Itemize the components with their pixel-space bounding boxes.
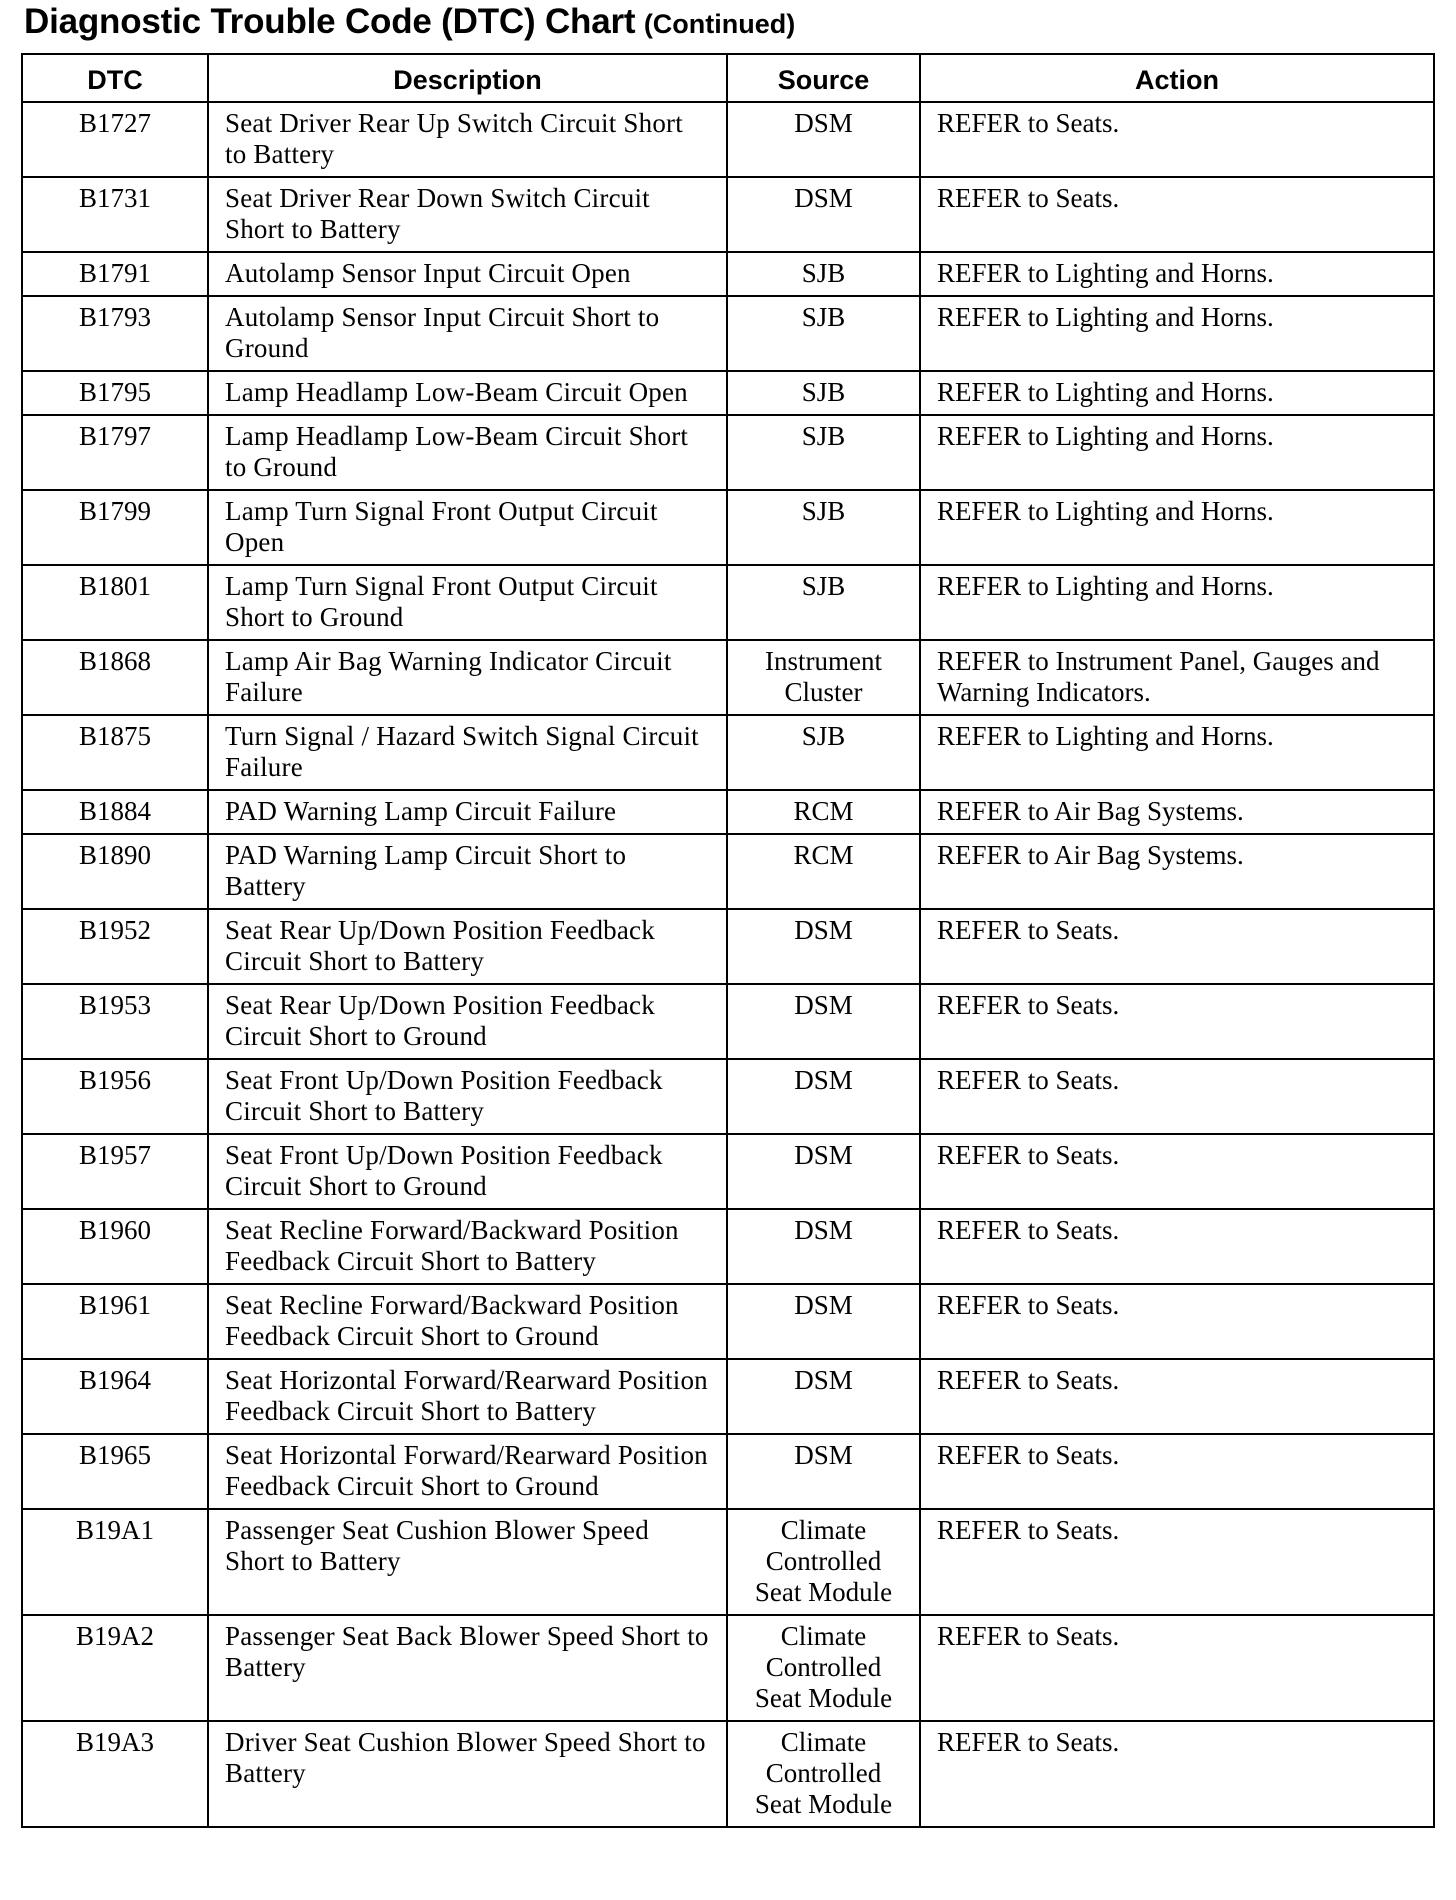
table-row	[22, 565, 1434, 640]
dtc-code-cell: B1875	[22, 715, 208, 790]
dtc-table	[21, 53, 1435, 1828]
dtc-code-cell: B1952	[22, 909, 208, 984]
source-cell: DSM	[727, 1359, 920, 1434]
dtc-table-body	[22, 102, 1434, 1827]
source-cell: SJB	[727, 490, 920, 565]
column-header-source: Source	[727, 54, 920, 102]
source-cell: SJB	[727, 565, 920, 640]
action-cell: REFER to Air Bag Systems.	[920, 790, 1434, 834]
dtc-code-cell: B1953	[22, 984, 208, 1059]
table-row	[22, 177, 1434, 252]
dtc-code-cell: B1965	[22, 1434, 208, 1509]
chart-title: Diagnostic Trouble Code (DTC) Chart	[24, 2, 636, 41]
description-cell: Autolamp Sensor Input Circuit Open	[208, 252, 727, 296]
dtc-code-cell: B1868	[22, 640, 208, 715]
table-row	[22, 415, 1434, 490]
column-header-dtc: DTC	[22, 54, 208, 102]
action-cell: REFER to Seats.	[920, 1509, 1434, 1615]
source-cell: SJB	[727, 371, 920, 415]
source-cell: Climate Controlled Seat Module	[727, 1509, 920, 1615]
action-cell: REFER to Lighting and Horns.	[920, 252, 1434, 296]
table-row	[22, 296, 1434, 371]
description-cell: Driver Seat Cushion Blower Speed Short to Battery	[208, 1721, 727, 1827]
dtc-code-cell: B1960	[22, 1209, 208, 1284]
action-cell: REFER to Instrument Panel, Gauges and Warning Indicators.	[920, 640, 1434, 715]
source-cell: DSM	[727, 1059, 920, 1134]
action-cell: REFER to Lighting and Horns.	[920, 490, 1434, 565]
description-cell: Lamp Headlamp Low-Beam Circuit Open	[208, 371, 727, 415]
table-row	[22, 790, 1434, 834]
source-cell: Instrument Cluster	[727, 640, 920, 715]
description-cell: Seat Recline Forward/Backward Position Feedback Circuit Short to Ground	[208, 1284, 727, 1359]
action-cell: REFER to Seats.	[920, 1284, 1434, 1359]
description-cell: Seat Rear Up/Down Position Feedback Circuit Short to Battery	[208, 909, 727, 984]
source-cell: DSM	[727, 1134, 920, 1209]
description-cell: Autolamp Sensor Input Circuit Short to Ground	[208, 296, 727, 371]
dtc-code-cell: B1727	[22, 102, 208, 177]
chart-title-suffix: (Continued)	[643, 9, 796, 39]
description-cell: Seat Rear Up/Down Position Feedback Circuit Short to Ground	[208, 984, 727, 1059]
dtc-code-cell: B1890	[22, 834, 208, 909]
description-cell: Lamp Turn Signal Front Output Circuit Open	[208, 490, 727, 565]
description-cell: Seat Horizontal Forward/Rearward Position Feedback Circuit Short to Ground	[208, 1434, 727, 1509]
action-cell: REFER to Seats.	[920, 1359, 1434, 1434]
table-row	[22, 715, 1434, 790]
table-row	[22, 102, 1434, 177]
dtc-code-cell: B19A1	[22, 1509, 208, 1615]
column-header-description: Description	[208, 54, 727, 102]
action-cell: REFER to Seats.	[920, 1209, 1434, 1284]
description-cell: Seat Front Up/Down Position Feedback Circuit Short to Battery	[208, 1059, 727, 1134]
source-cell: DSM	[727, 1434, 920, 1509]
dtc-code-cell: B1964	[22, 1359, 208, 1434]
dtc-code-cell: B1884	[22, 790, 208, 834]
action-cell: REFER to Seats.	[920, 1721, 1434, 1827]
page-title	[24, 2, 795, 42]
table-row	[22, 1615, 1434, 1721]
action-cell: REFER to Lighting and Horns.	[920, 565, 1434, 640]
source-cell: SJB	[727, 252, 920, 296]
table-row	[22, 1209, 1434, 1284]
action-cell: REFER to Seats.	[920, 1434, 1434, 1509]
description-cell: Seat Driver Rear Up Switch Circuit Short to Battery	[208, 102, 727, 177]
action-cell: REFER to Lighting and Horns.	[920, 715, 1434, 790]
description-cell: Lamp Turn Signal Front Output Circuit Short to Ground	[208, 565, 727, 640]
action-cell: REFER to Seats.	[920, 102, 1434, 177]
source-cell: SJB	[727, 715, 920, 790]
dtc-code-cell: B19A3	[22, 1721, 208, 1827]
dtc-code-cell: B1795	[22, 371, 208, 415]
source-cell: RCM	[727, 834, 920, 909]
description-cell: Passenger Seat Back Blower Speed Short to Battery	[208, 1615, 727, 1721]
description-cell: Passenger Seat Cushion Blower Speed Short to Battery	[208, 1509, 727, 1615]
column-header-action: Action	[920, 54, 1434, 102]
table-row	[22, 640, 1434, 715]
action-cell: REFER to Lighting and Horns.	[920, 371, 1434, 415]
action-cell: REFER to Lighting and Horns.	[920, 415, 1434, 490]
source-cell: DSM	[727, 909, 920, 984]
table-row	[22, 371, 1434, 415]
source-cell: Climate Controlled Seat Module	[727, 1615, 920, 1721]
action-cell: REFER to Air Bag Systems.	[920, 834, 1434, 909]
dtc-code-cell: B1797	[22, 415, 208, 490]
source-cell: DSM	[727, 102, 920, 177]
source-cell: Climate Controlled Seat Module	[727, 1721, 920, 1827]
table-row	[22, 252, 1434, 296]
source-cell: DSM	[727, 1284, 920, 1359]
source-cell: DSM	[727, 984, 920, 1059]
description-cell: Turn Signal / Hazard Switch Signal Circuit Failure	[208, 715, 727, 790]
dtc-code-cell: B1731	[22, 177, 208, 252]
description-cell: PAD Warning Lamp Circuit Short to Battery	[208, 834, 727, 909]
table-row	[22, 1359, 1434, 1434]
action-cell: REFER to Seats.	[920, 1059, 1434, 1134]
action-cell: REFER to Seats.	[920, 984, 1434, 1059]
table-row	[22, 834, 1434, 909]
table-row	[22, 1434, 1434, 1509]
action-cell: REFER to Seats.	[920, 1615, 1434, 1721]
table-row	[22, 1284, 1434, 1359]
table-row	[22, 909, 1434, 984]
source-cell: SJB	[727, 296, 920, 371]
description-cell: Seat Recline Forward/Backward Position Feedback Circuit Short to Battery	[208, 1209, 727, 1284]
dtc-code-cell: B1957	[22, 1134, 208, 1209]
table-row	[22, 490, 1434, 565]
dtc-code-cell: B1961	[22, 1284, 208, 1359]
table-row	[22, 984, 1434, 1059]
table-row	[22, 1134, 1434, 1209]
description-cell: PAD Warning Lamp Circuit Failure	[208, 790, 727, 834]
dtc-code-cell: B1799	[22, 490, 208, 565]
action-cell: REFER to Seats.	[920, 177, 1434, 252]
source-cell: RCM	[727, 790, 920, 834]
action-cell: REFER to Seats.	[920, 909, 1434, 984]
description-cell: Lamp Headlamp Low-Beam Circuit Short to Ground	[208, 415, 727, 490]
dtc-code-cell: B1956	[22, 1059, 208, 1134]
table-row	[22, 1721, 1434, 1827]
table-header-row	[22, 54, 1434, 102]
description-cell: Seat Front Up/Down Position Feedback Circuit Short to Ground	[208, 1134, 727, 1209]
description-cell: Lamp Air Bag Warning Indicator Circuit Failure	[208, 640, 727, 715]
description-cell: Seat Driver Rear Down Switch Circuit Short to Battery	[208, 177, 727, 252]
dtc-code-cell: B1793	[22, 296, 208, 371]
dtc-code-cell: B1801	[22, 565, 208, 640]
action-cell: REFER to Seats.	[920, 1134, 1434, 1209]
table-row	[22, 1509, 1434, 1615]
source-cell: SJB	[727, 415, 920, 490]
description-cell: Seat Horizontal Forward/Rearward Position Feedback Circuit Short to Battery	[208, 1359, 727, 1434]
source-cell: DSM	[727, 1209, 920, 1284]
dtc-code-cell: B1791	[22, 252, 208, 296]
source-cell: DSM	[727, 177, 920, 252]
action-cell: REFER to Lighting and Horns.	[920, 296, 1434, 371]
table-row	[22, 1059, 1434, 1134]
dtc-code-cell: B19A2	[22, 1615, 208, 1721]
